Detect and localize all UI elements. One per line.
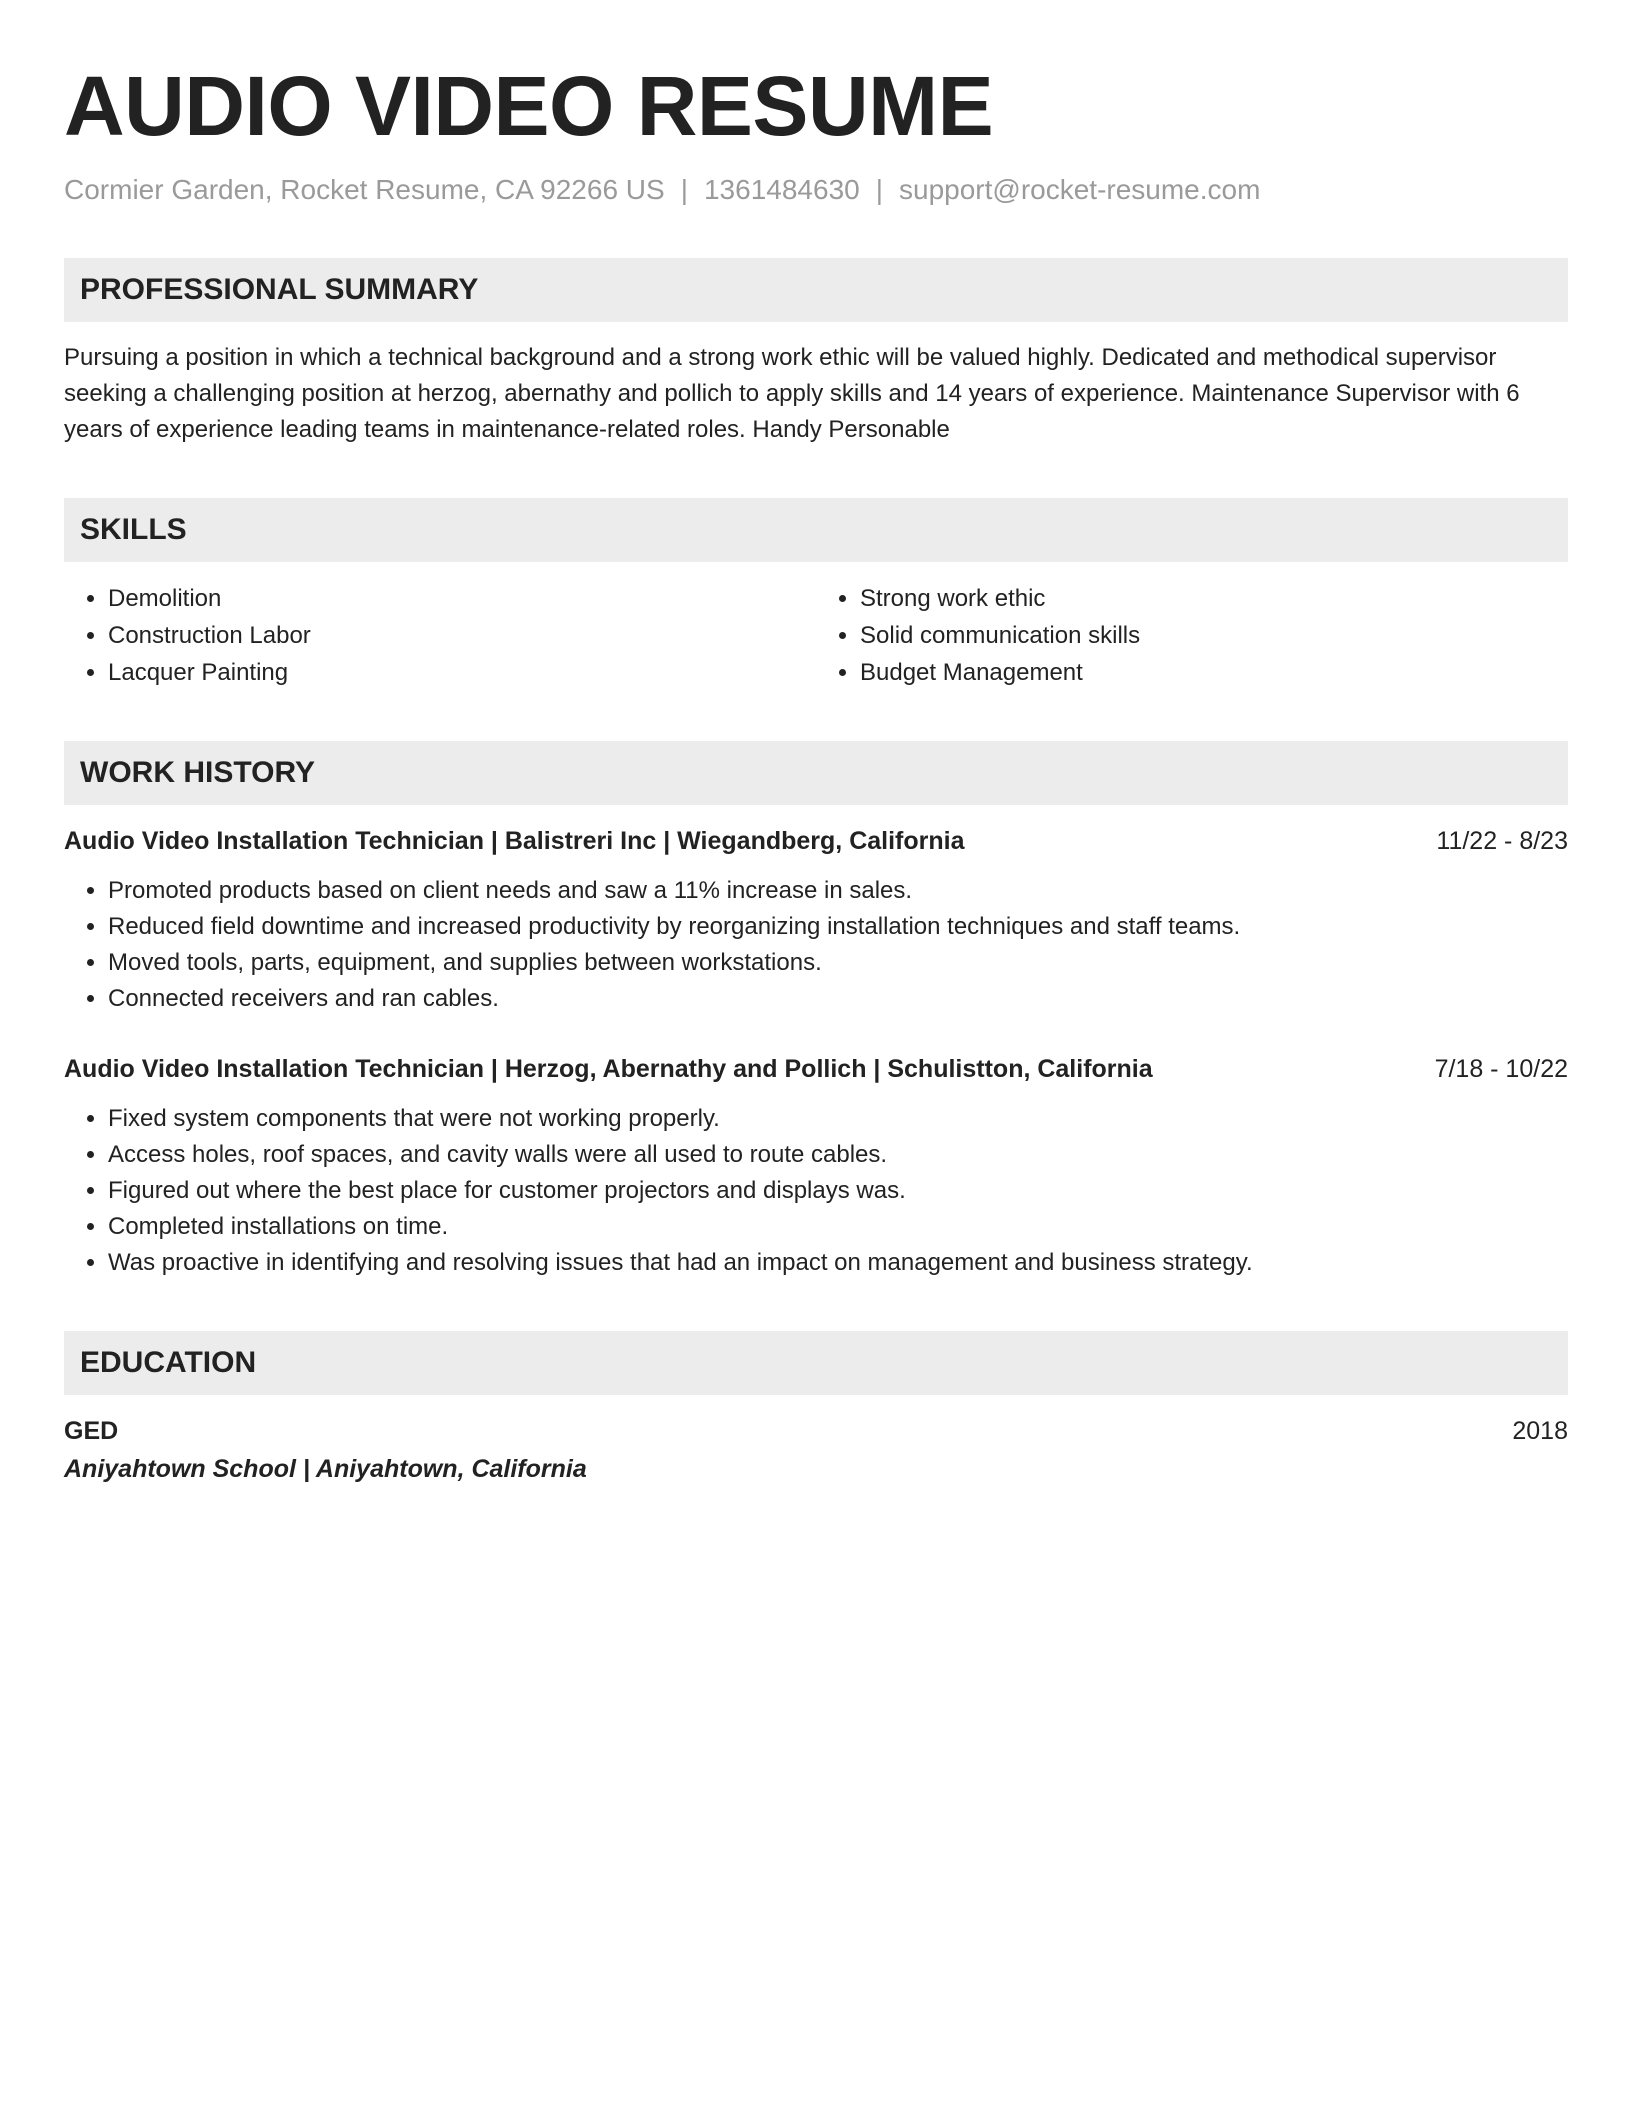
section-heading-skills: SKILLS (64, 498, 1568, 562)
job-bullets (64, 873, 1568, 1017)
section-heading-work-history: WORK HISTORY (64, 741, 1568, 805)
skill-item: • Construction Labor (108, 617, 816, 654)
job-dates: 7/18 - 10/22 (1434, 1055, 1568, 1083)
education-header (64, 1413, 1568, 1449)
section-heading-education: EDUCATION (64, 1331, 1568, 1395)
job-bullet: • Was proactive in identifying and resolving issues that had an impact on management and business strategy. (108, 1245, 1568, 1281)
resume-title: AUDIO VIDEO RESUME (64, 59, 994, 153)
contact-separator: | (875, 174, 883, 205)
job-bullet: • Connected receivers and ran cables. (108, 981, 1568, 1017)
job-bullet: • Completed installations on time. (108, 1209, 1568, 1245)
job-bullet: • Reduced field downtime and increased productivity by reorganizing installation techniques and staff teams. (108, 909, 1568, 945)
job-title: Audio Video Installation Technician | Herzog, Abernathy and Pollich | Schulistton, California (64, 1055, 1153, 1083)
job-bullet: • Moved tools, parts, equipment, and supplies between workstations. (108, 945, 1568, 981)
contact-address: Cormier Garden, Rocket Resume, CA 92266 US (64, 174, 665, 205)
education-school: Aniyahtown School | Aniyahtown, California (64, 1455, 587, 1483)
skill-item: • Demolition (108, 580, 816, 617)
job-bullet: • Figured out where the best place for customer projectors and displays was. (108, 1173, 1568, 1209)
education-degree: GED (64, 1417, 119, 1445)
job-bullets (64, 1101, 1568, 1281)
skills-column-left (64, 580, 816, 691)
skill-item: • Budget Management (860, 654, 1568, 691)
contact-line (64, 172, 1568, 208)
education-year: 2018 (1512, 1417, 1568, 1445)
skill-item: • Strong work ethic (860, 580, 1568, 617)
skills-list (64, 580, 1568, 691)
job-title: Audio Video Installation Technician | Balistreri Inc | Wiegandberg, California (64, 827, 965, 855)
skill-item: • Lacquer Painting (108, 654, 816, 691)
job-bullet: • Promoted products based on client needs and saw a 11% increase in sales. (108, 873, 1568, 909)
job-header (64, 1051, 1568, 1087)
job-bullet: • Access holes, roof spaces, and cavity walls were all used to route cables. (108, 1137, 1568, 1173)
job-dates: 11/22 - 8/23 (1436, 827, 1568, 855)
skills-column-right (816, 580, 1568, 691)
job-header (64, 823, 1568, 859)
section-heading-summary: PROFESSIONAL SUMMARY (64, 258, 1568, 322)
contact-separator: | (680, 174, 688, 205)
summary-text: Pursuing a position in which a technical background and a strong work ethic will be valued highly. Dedicated and methodical supervisor seeking a challenging position at herzog, abernathy and pollich to apply skills and 14 years of experience. Maintenance Supervisor with 6 years of experience leading teams in maintenance-related roles. Handy Personable (64, 344, 1520, 443)
skill-item: • Solid communication skills (860, 617, 1568, 654)
contact-email: support@rocket-resume.com (899, 174, 1261, 205)
contact-phone: 1361484630 (703, 174, 860, 205)
job-bullet: • Fixed system components that were not working properly. (108, 1101, 1568, 1137)
